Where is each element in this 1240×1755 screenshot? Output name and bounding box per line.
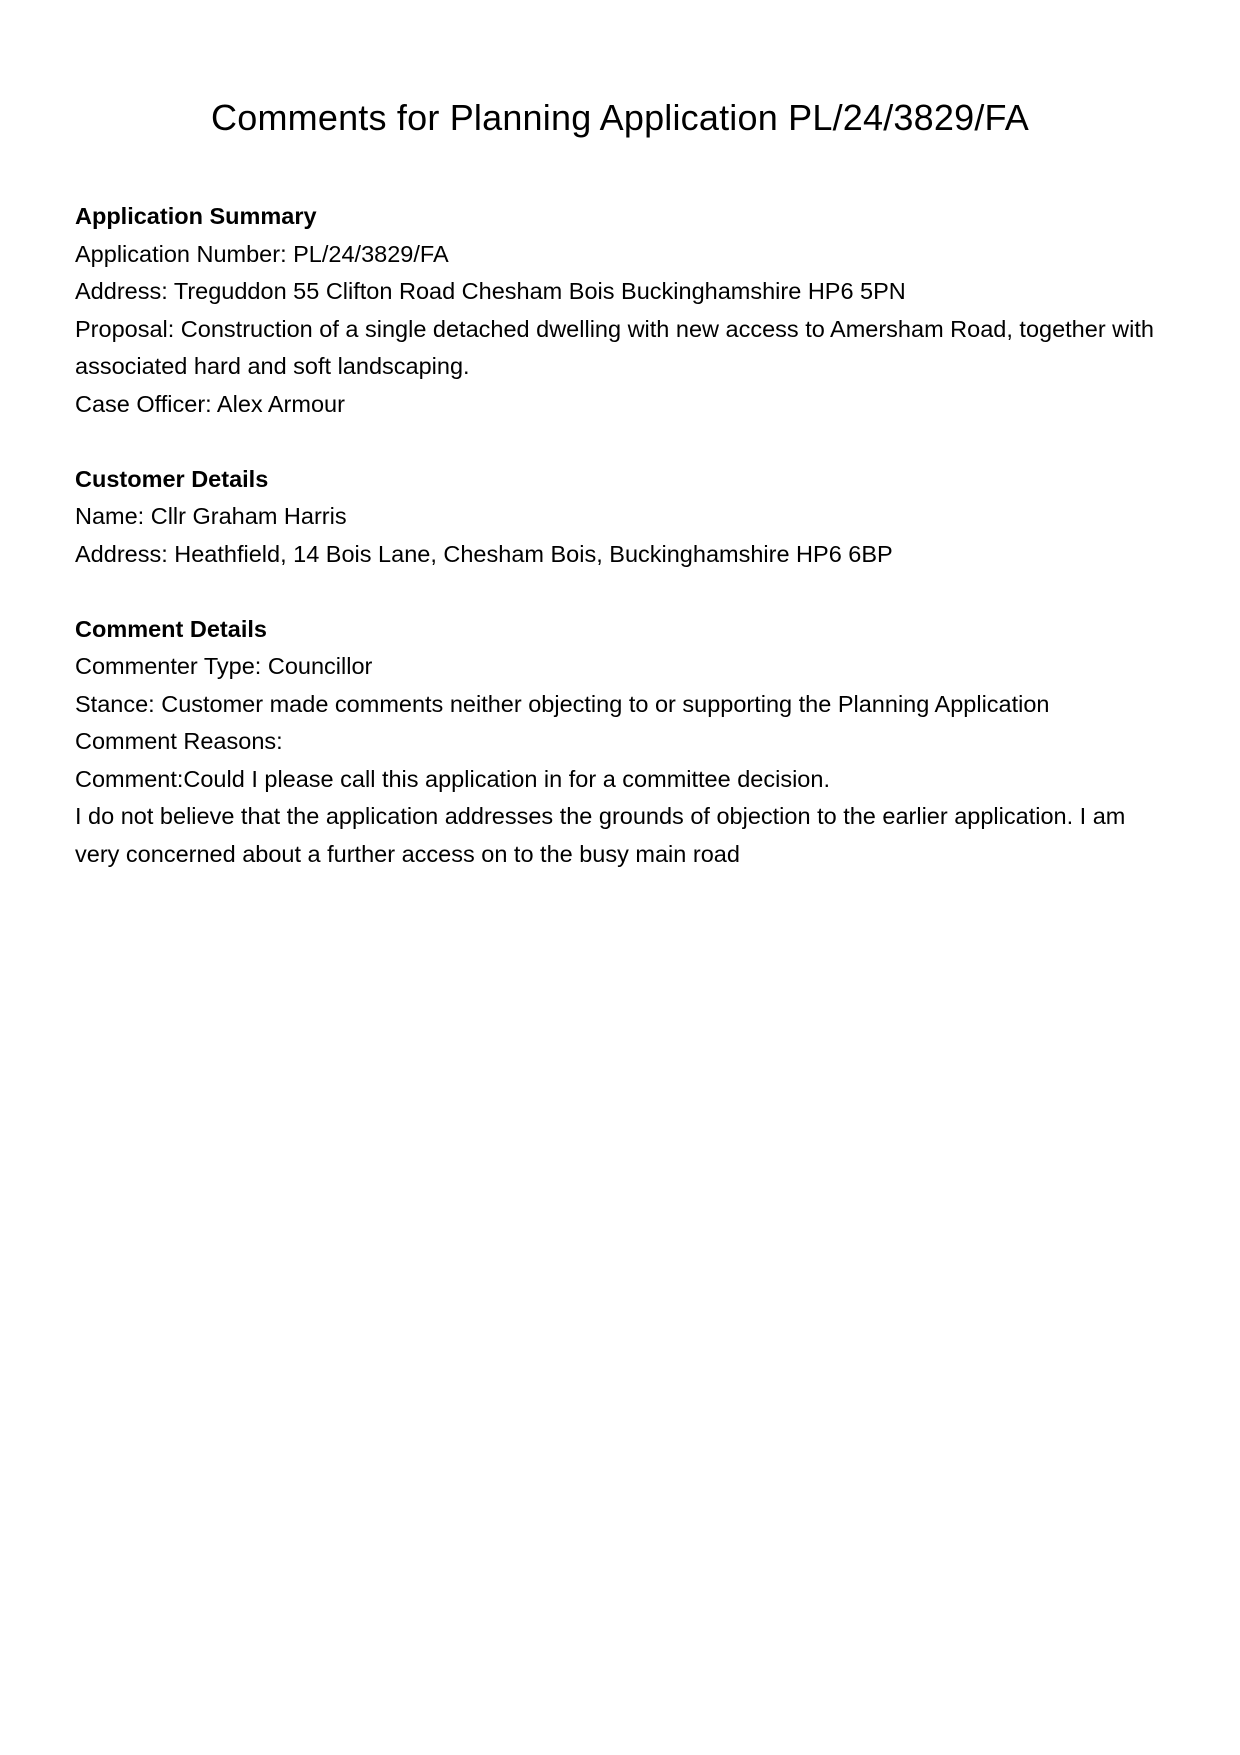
customer-details-section (75, 461, 1175, 574)
commenter-type: Commenter Type: Councillor (75, 653, 373, 679)
application-number: Application Number: PL/24/3829/FA (75, 240, 449, 267)
comment-body: I do not believe that the application addresses the grounds of objection to the earlier application. I am very concerned about a further access on to the busy main road (75, 803, 1126, 867)
comment-reasons: Comment Reasons: (75, 728, 283, 754)
comment-details-section (75, 611, 1175, 874)
customer-details-heading: Customer Details (75, 465, 269, 492)
customer-address: Address: Heathfield, 14 Bois Lane, Chesham Bois, Buckinghamshire HP6 6BP (75, 540, 893, 567)
comment-details-heading: Comment Details (75, 615, 267, 642)
document-body (75, 198, 1175, 911)
application-address: Address: Treguddon 55 Clifton Road Chesham Bois Buckinghamshire HP6 5PN (75, 278, 906, 304)
customer-name: Name: Cllr Graham Harris (75, 503, 347, 529)
case-officer: Case Officer: Alex Armour (75, 390, 345, 417)
comment-stance: Stance: Customer made comments neither objecting to or supporting the Planning Application (75, 690, 1050, 717)
page-title: Comments for Planning Application PL/24/3829/FA (211, 97, 1029, 138)
application-summary-heading: Application Summary (75, 203, 317, 229)
application-summary-section (75, 198, 1175, 423)
comment-text: Comment:Could I please call this application in for a committee decision. (75, 765, 830, 792)
application-proposal: Proposal: Construction of a single detached dwelling with new access to Amersham Road, together with associated hard and soft landscaping. (75, 315, 1154, 379)
